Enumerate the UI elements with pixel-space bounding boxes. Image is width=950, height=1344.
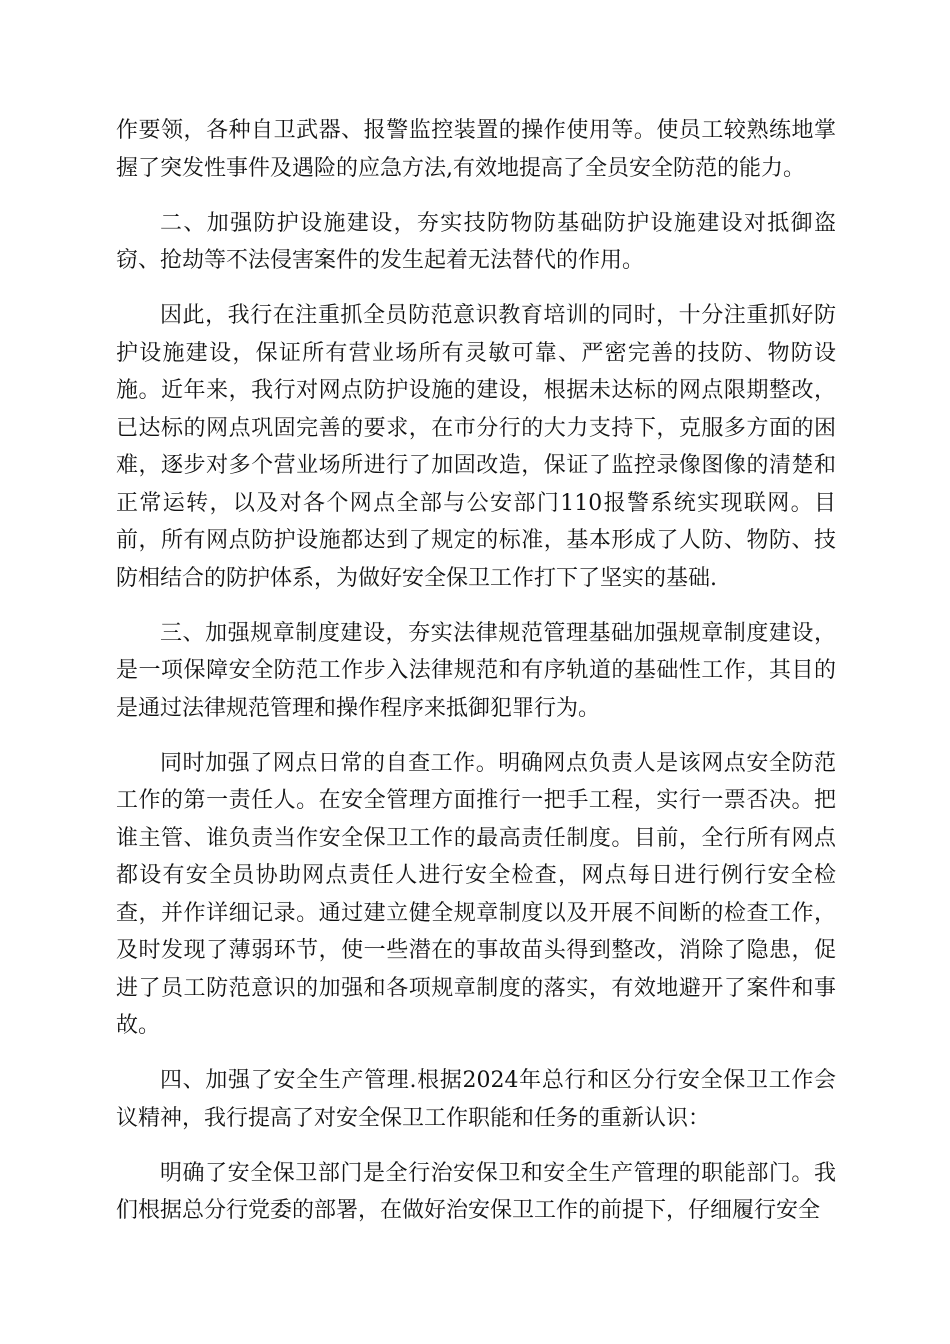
paragraph-5: 同时加强了网点日常的自查工作。明确网点负责人是该网点安全防范工作的第一责任人。在安全管理方面推行一把手工程，实行一票否决。把谁主管、谁负责当作安全保卫工作的最高责任制度。目前，全行所有网点都设有安全员协助网点责任人进行安全检查，网点每日进行例行安全检查，并作详细记录。通过建立健全规章制度以及开展不间断的检查工作，及时发现了薄弱环节，使一些潜在的事故苗头得到整改，消除了隐患，促进了员工防范意识的加强和各项规章制度的落实，有效地避开了案件和事故。: [116, 750, 836, 1038]
paragraph-2: 二、加强防护设施建设，夯实技防物防基础防护设施建设对抵御盗窃、抢劫等不法侵害案件的发生起着无法替代的作用。: [116, 210, 836, 273]
document-body: [116, 112, 836, 1247]
paragraph-1: 作要领，各种自卫武器、报警监控装置的操作使用等。使员工较熟练地掌握了突发性事件及遇险的应急方法,有效地提高了全员安全防范的能力。: [116, 118, 836, 181]
paragraph-4: 三、加强规章制度建设，夯实法律规范管理基础加强规章制度建设，是一项保障安全防范工作步入法律规范和有序轨道的基础性工作，其目的是通过法律规范管理和操作程序来抵御犯罪行为。: [116, 620, 836, 721]
paragraph-6: 四、加强了安全生产管理.根据2024年总行和区分行安全保卫工作会议精神，我行提高了对安全保卫工作职能和任务的重新认识：: [116, 1068, 836, 1131]
paragraph-7: 明确了安全保卫部门是全行治安保卫和安全生产管理的职能部门。我们根据总分行党委的部署，在做好治安保卫工作的前提下，仔细履行安全: [116, 1160, 836, 1223]
paragraph-3: 因此，我行在注重抓全员防范意识教育培训的同时，十分注重抓好防护设施建设，保证所有营业场所有灵敏可靠、严密完善的技防、物防设施。近年来，我行对网点防护设施的建设，根据未达标的网点限期整改，已达标的网点巩固完善的要求，在市分行的大力支持下，克服多方面的困难，逐步对多个营业场所进行了加固改造，保证了监控录像图像的清楚和正常运转，以及对各个网点全部与公安部门110报警系统实现联网。目前，所有网点防护设施都达到了规定的标准，基本形成了人防、物防、技防相结合的防护体系，为做好安全保卫工作打下了坚实的基础.: [116, 303, 836, 591]
